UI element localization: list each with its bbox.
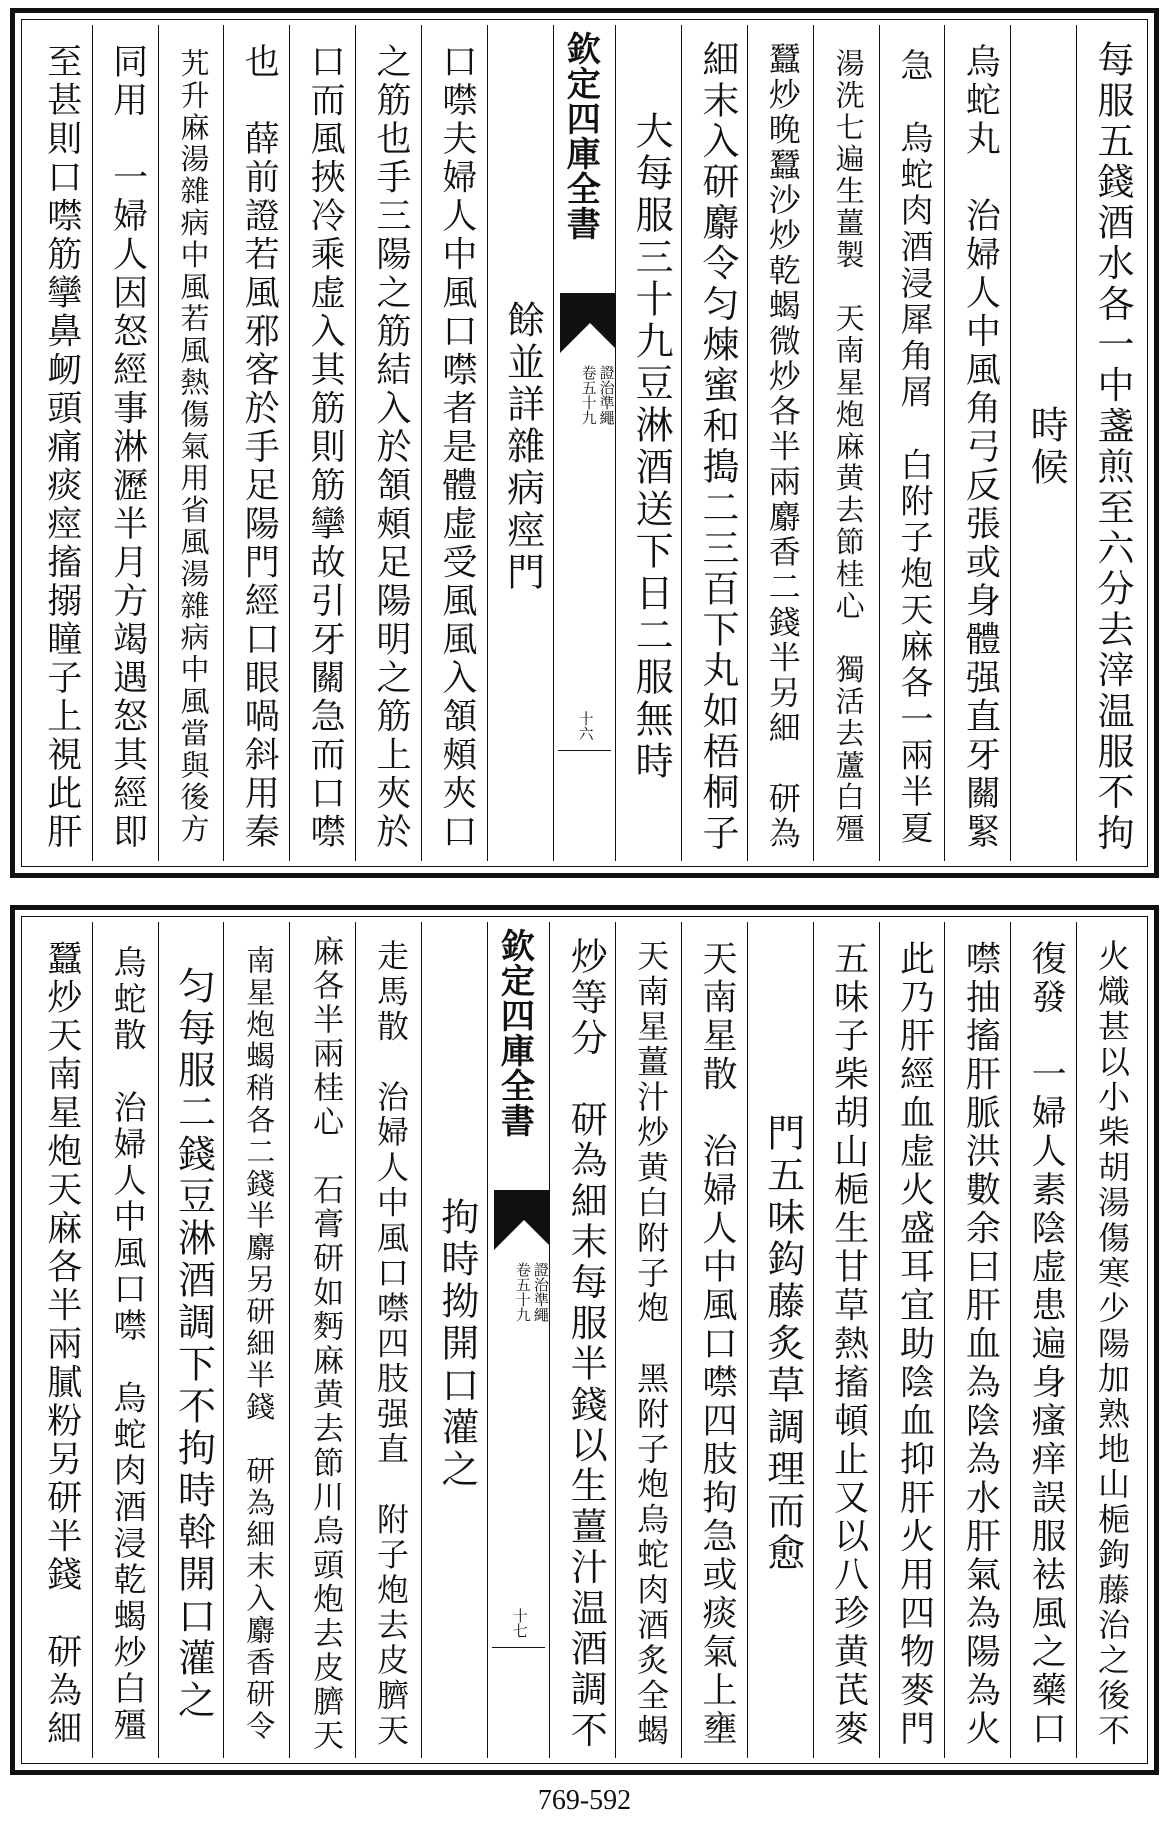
text-column: 蠶炒晚蠶沙炒乾蝎微炒各半兩麝香二錢半另細 研為 bbox=[747, 25, 813, 861]
center-column bbox=[487, 922, 550, 1758]
text-column: 拘時拗開口灌之 bbox=[421, 922, 487, 1758]
text-column: 噤抽搐肝脈洪數余曰肝血為陰為水肝氣為陽為火 bbox=[944, 922, 1010, 1758]
text-column: 每服五錢酒水各一中盞煎至六分去滓温服不拘 bbox=[1076, 25, 1142, 861]
text-column: 烏蛇丸 治婦人中風角弓反張或身體强直牙關緊 bbox=[944, 25, 1010, 861]
center-column bbox=[553, 25, 616, 861]
text-column: 細末入研麝令匀煉蜜和搗二三百下丸如梧桐子 bbox=[681, 25, 747, 861]
folio-number: 十六 bbox=[576, 711, 595, 741]
text-column: 南星炮蝎稍各二錢半麝另研細半錢 研為細末入麝香研令 bbox=[223, 922, 289, 1758]
text-column: 天南星薑汁炒黄白附子炮 黑附子炮烏蛇肉酒炙全蝎 bbox=[615, 922, 681, 1758]
book-title: 欽定四庫全書 bbox=[494, 928, 535, 1138]
text-column: 也 薛前證若風邪客於手足陽門經口眼喎斜用秦 bbox=[223, 25, 289, 861]
text-column: 口噤夫婦人中風口噤者是體虚受風風入頷頰夾口 bbox=[421, 25, 487, 861]
text-column: 五味子柴胡山梔生甘草熱搐頓止又以八珍黄芪麥 bbox=[813, 922, 879, 1758]
folio-number: 十七 bbox=[510, 1608, 529, 1638]
text-column: 門五味鈎藤炙草調理而愈 bbox=[747, 922, 813, 1758]
section-label: 證治準繩 卷五十九 bbox=[579, 365, 616, 425]
text-column: 麻各半兩桂心 石膏研如麪麻黄去節川烏頭炮去皮臍天 bbox=[289, 922, 355, 1758]
text-column: 走馬散 治婦人中風口噤四肢强直 附子炮去皮臍天 bbox=[355, 922, 421, 1758]
text-column: 艽升麻湯雜病中風若風熱傷氣用省風湯雜病中風當與後方 bbox=[158, 25, 224, 861]
page-top bbox=[10, 8, 1159, 878]
folio-rule bbox=[492, 1647, 546, 1648]
text-column: 火熾甚以小柴胡湯傷寒少陽加熟地山梔鉤藤治之後不 bbox=[1076, 922, 1142, 1758]
text-column: 至甚則口噤筋攣鼻衂頭痛痰痙搐搦瞳子上視此肝 bbox=[41, 42, 82, 852]
text-column: 大每服三十九豆淋酒送下日二服無時 bbox=[615, 25, 681, 861]
text-column: 此乃肝經血虚火盛耳宜助陰血抑肝火用四物麥門 bbox=[879, 922, 945, 1758]
text-column: 炒等分 研為細末每服半錢以生薑汁温酒調不 bbox=[549, 922, 615, 1758]
text-column: 湯洗七遍生薑製 天南星炮麻黄去節桂心 獨活去蘆白殭 bbox=[813, 25, 879, 861]
text-column: 復發 一婦人素陰虚患遍身瘙痒誤服袪風之藥口 bbox=[1010, 922, 1076, 1758]
text-column: 之筋也手三陽之筋結入於頷頰足陽明之筋上夾於 bbox=[355, 25, 421, 861]
page-bottom bbox=[10, 905, 1159, 1775]
text-column: 天南星散 治婦人中風口噤四肢拘急或痰氣上壅 bbox=[681, 922, 747, 1758]
text-column: 急 烏蛇肉酒浸犀角屑 白附子炮天麻各一兩半夏 bbox=[879, 25, 945, 861]
folio-rule bbox=[558, 750, 612, 751]
text-column: 烏蛇散 治婦人中風口噤 烏蛇肉酒浸乾蝎炒白殭 bbox=[92, 922, 158, 1758]
text-column: 餘並詳雜病痙門 bbox=[487, 25, 553, 861]
text-column: 時候 bbox=[1010, 25, 1076, 861]
fish-tail-mark-icon bbox=[494, 1190, 550, 1250]
text-column: 匀每服二錢豆淋酒調下不拘時斡開口灌之 bbox=[158, 922, 224, 1758]
page-number: 769-592 bbox=[537, 1785, 632, 1816]
fish-tail-mark-icon bbox=[560, 293, 616, 353]
text-column: 蠶炒天南星炮天麻各半兩膩粉另研半錢 研為細 bbox=[41, 939, 82, 1749]
section-label: 證治準繩 卷五十九 bbox=[513, 1262, 550, 1322]
text-column: 同用 一婦人因怒經事淋瀝半月方竭遇怒其經即 bbox=[92, 25, 158, 861]
text-column: 口而風挾冷乘虚入其筋則筋攣故引牙關急而口噤 bbox=[289, 25, 355, 861]
book-title: 欽定四庫全書 bbox=[560, 31, 601, 241]
